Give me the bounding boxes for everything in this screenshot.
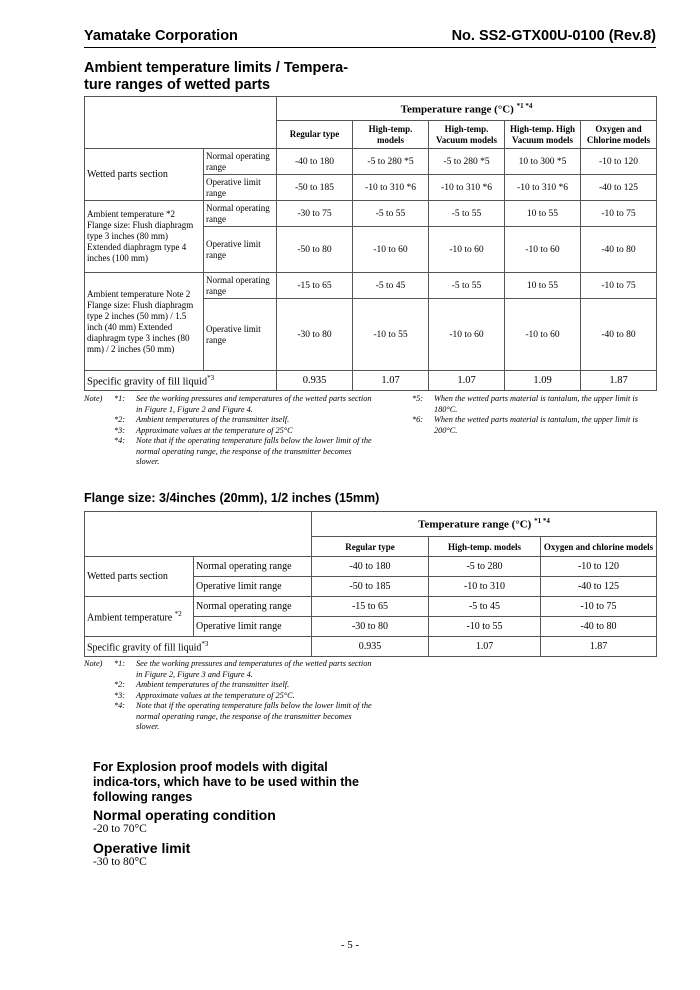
table-row — [85, 557, 657, 577]
page-header — [84, 28, 656, 44]
table-cell: -40 to 125 — [581, 175, 657, 201]
table-cell: 1.87 — [581, 371, 657, 391]
table-cell: 1.07 — [429, 637, 541, 657]
note-item: *5: When the wetted parts material is tantalum, the upper limit is 180°C. — [412, 394, 638, 414]
table-cell: -5 to 55 — [353, 201, 429, 227]
table-row — [85, 597, 657, 617]
table1-corner — [85, 97, 277, 149]
page-number: - 5 - — [340, 939, 360, 951]
row-label: Normal operating range — [204, 201, 277, 227]
table-cell: 10 to 55 — [505, 201, 581, 227]
table-cell: -10 to 120 — [541, 557, 657, 577]
explosion-proof-title: For Explosion proof models with digital indica-tors, which have to be used within the following ranges — [93, 760, 360, 804]
normal-operating-heading: Normal operating condition — [93, 807, 276, 823]
table-cell: -10 to 55 — [429, 617, 541, 637]
row-label: Normal operating range — [204, 149, 277, 175]
table-cell: -10 to 75 — [541, 597, 657, 617]
row-label: Operative limit range — [194, 617, 312, 637]
gravity-label: Specific gravity of fill liquid$^{*3}$ — [85, 637, 312, 657]
table-cell: -10 to 60 — [505, 299, 581, 371]
row-group-label: Ambient temperature $^{*2}$ — [85, 597, 194, 637]
row-label: Normal operating range — [194, 597, 312, 617]
table-cell: -15 to 65 — [277, 273, 353, 299]
note-item: *2: Ambient temperatures of the transmitter itself. — [114, 415, 290, 424]
table-cell: -50 to 185 — [277, 175, 353, 201]
table-cell: -10 to 310 *6 — [353, 175, 429, 201]
row-group-label: Wetted parts section — [85, 149, 204, 201]
header-rule — [84, 47, 656, 48]
row-label: Operative limit range — [204, 299, 277, 371]
row-group-label: Ambient temperature *2 Flange size: Flush diaphragm type 3 inches (80 mm) Extended diaphragm type 4 inches (100 mm) — [85, 201, 204, 273]
row-group-label: Ambient temperature Note 2 Flange size: Flush diaphragm type 2 inches (50 mm) / 1.5 inch (40 mm) Extended diaphragm type 3 inches (80 mm) / 2 inches (50 mm) — [85, 273, 204, 371]
table2-corner — [85, 512, 312, 557]
table-cell: -30 to 75 — [277, 201, 353, 227]
note-item: *3: Approximate values at the temperature of 25°C — [114, 425, 293, 435]
table-cell: -40 to 180 — [312, 557, 429, 577]
row-label: Operative limit range — [204, 175, 277, 201]
note-item: Note) *1: See the working pressures and temperatures of the wetted parts section in Figure 1, Figure 2 and Figure 4. — [84, 394, 372, 414]
table-cell: -10 to 55 — [353, 299, 429, 371]
row-label: Normal operating range — [204, 273, 277, 299]
row-label: Normal operating range — [194, 557, 312, 577]
table-cell: -10 to 75 — [581, 201, 657, 227]
table1-notes-left — [84, 394, 374, 468]
table-cell: -5 to 280 — [429, 557, 541, 577]
table-cell: -5 to 55 — [429, 273, 505, 299]
note-item: *4: Note that if the operating temperature falls below the lower limit of the normal operating range, the response of the transmitter becomes slower. — [114, 436, 372, 466]
col-header: Regular type — [312, 537, 429, 557]
note-item: *6: When the wetted parts material is tantalum, the upper limit is 200°C. — [412, 415, 638, 435]
note-item: *3: Approximate values at the temperature of 25°C. — [114, 690, 295, 700]
table-cell: -40 to 125 — [541, 577, 657, 597]
row-label: Operative limit range — [194, 577, 312, 597]
table1-group-header: Temperature range (°C) $^{*1 *4}$ — [277, 97, 657, 121]
note-item: *4: Note that if the operating temperature falls below the lower limit of the normal operating range, the response of the transmitter becomes slower. — [114, 701, 372, 731]
table-cell: -30 to 80 — [277, 299, 353, 371]
table2-group-header: Temperature range (°C) $^{*1 *4}$ — [312, 512, 657, 537]
table-cell: -40 to 80 — [581, 299, 657, 371]
table-cell: -30 to 80 — [312, 617, 429, 637]
table-cell: -10 to 60 — [505, 227, 581, 273]
table-cell: 1.07 — [353, 371, 429, 391]
table-cell: -5 to 45 — [429, 597, 541, 617]
table-cell: -5 to 55 — [429, 201, 505, 227]
temperature-table-small-flange — [84, 511, 657, 657]
table-cell: -10 to 120 — [581, 149, 657, 175]
table-cell: -40 to 180 — [277, 149, 353, 175]
col-header: High-temp. models — [429, 537, 541, 557]
table-cell: -10 to 310 — [429, 577, 541, 597]
table-cell: 10 to 55 — [505, 273, 581, 299]
col-header: Regular type — [277, 121, 353, 149]
company-name: Yamatake Corporation — [84, 28, 238, 44]
table-row — [85, 637, 657, 657]
table-cell: -10 to 60 — [429, 227, 505, 273]
table-cell: -40 to 80 — [541, 617, 657, 637]
table-cell: 1.87 — [541, 637, 657, 657]
table-cell: -50 to 185 — [312, 577, 429, 597]
col-header: Oxygen and Chlorine models — [581, 121, 657, 149]
note-item: *2: Ambient temperatures of the transmitter itself. — [114, 680, 290, 689]
gravity-label: Specific gravity of fill liquid$^{*3}$ — [85, 371, 277, 391]
table-cell: 1.07 — [429, 371, 505, 391]
table-row — [85, 273, 657, 299]
temperature-table-main — [84, 96, 657, 391]
operative-limit-heading: Operative limit — [93, 840, 191, 856]
table-cell: -5 to 45 — [353, 273, 429, 299]
table-cell: -10 to 60 — [353, 227, 429, 273]
col-header: Oxygen and chlorine models — [541, 537, 657, 557]
col-header: High-temp. High Vacuum models — [505, 121, 581, 149]
table-row — [85, 201, 657, 227]
table-cell: 1.09 — [505, 371, 581, 391]
table-row — [85, 149, 657, 175]
section-title: Ambient temperature limits / Tempera-ture ranges of wetted parts — [84, 60, 349, 93]
normal-operating-value: -20 to 70°C — [93, 823, 147, 835]
table-cell: -5 to 280 *5 — [353, 149, 429, 175]
table-cell: 10 to 300 *5 — [505, 149, 581, 175]
table-cell: 0.935 — [277, 371, 353, 391]
flange-size-title: Flange size: 3/4inches (20mm), 1/2 inches (15mm) — [84, 491, 380, 505]
table-row — [85, 371, 657, 391]
table-cell: -5 to 280 *5 — [429, 149, 505, 175]
row-label: Operative limit range — [204, 227, 277, 273]
note-item: Note) *1: See the working pressures and temperatures of the wetted parts section in Figure 2, Figure 3 and Figure 4. — [84, 659, 372, 679]
table-cell: -10 to 310 *6 — [505, 175, 581, 201]
operative-limit-value: -30 to 80°C — [93, 856, 147, 868]
row-group-label: Wetted parts section — [85, 557, 194, 597]
table-cell: -40 to 80 — [581, 227, 657, 273]
table-cell: -15 to 65 — [312, 597, 429, 617]
table-cell: -10 to 60 — [429, 299, 505, 371]
document-number: No. SS2-GTX00U-0100 (Rev.8) — [451, 28, 656, 44]
table-cell: -10 to 310 *6 — [429, 175, 505, 201]
table2-notes — [84, 659, 374, 733]
col-header: High-temp. models — [353, 121, 429, 149]
col-header: High-temp. Vacuum models — [429, 121, 505, 149]
table-cell: -10 to 75 — [581, 273, 657, 299]
table-cell: -50 to 80 — [277, 227, 353, 273]
table1-notes-right — [412, 394, 656, 436]
table-cell: 0.935 — [312, 637, 429, 657]
